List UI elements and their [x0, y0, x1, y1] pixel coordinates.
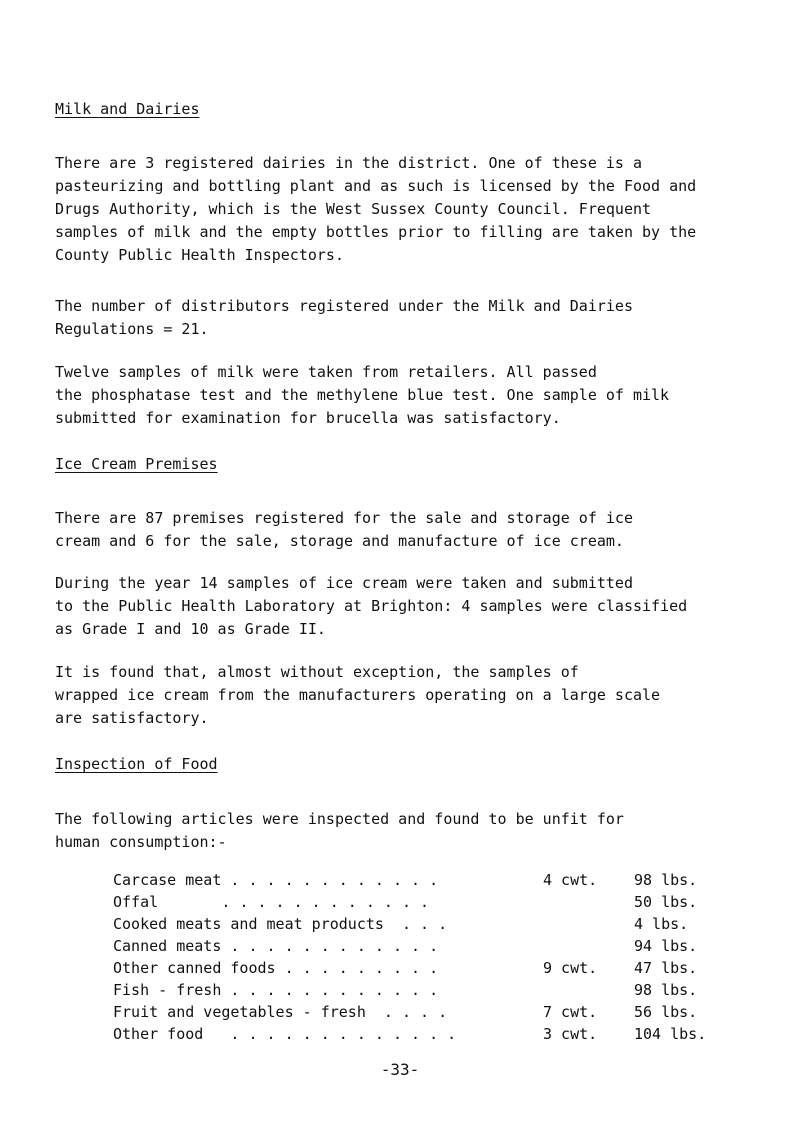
milk-paragraph-1: There are 3 registered dairies in the district. One of these is a pasteurizing and bottling plant and as such is licensed by the Food and Drugs Authority, which is the West Sussex County Council. Frequent samples of milk and the empty bottles prior to filling are taken by the County Public Health Inspectors.: [55, 154, 697, 264]
food-item: Other canned foods . . . . . . . . .: [113, 959, 439, 977]
table-row: [0, 892, 698, 912]
table-row: [0, 914, 689, 934]
milk-dairies-heading: Milk and Dairies: [55, 100, 200, 118]
food-lbs: 56 lbs.: [634, 1003, 698, 1021]
food-lbs: 4 lbs.: [634, 915, 689, 933]
food-cwt: 4 cwt.: [543, 871, 598, 889]
inspection-food-heading: Inspection of Food: [55, 755, 218, 773]
table-row: [0, 958, 698, 978]
milk-paragraph-2: The number of distributors registered under the Milk and Dairies Regulations = 21.: [55, 297, 633, 338]
page-number: -33-: [380, 1060, 420, 1079]
food-lbs: 50 lbs.: [634, 893, 698, 911]
food-item: Canned meats . . . . . . . . . . . .: [113, 937, 439, 955]
food-lbs: 98 lbs.: [634, 981, 698, 999]
food-lbs: 104 lbs.: [634, 1025, 707, 1043]
food-cwt: 7 cwt.: [543, 1003, 598, 1021]
food-item: Fruit and vegetables - fresh . . . .: [113, 1003, 448, 1021]
table-row: [0, 936, 698, 956]
inspection-paragraph-1: The following articles were inspected and found to be unfit for human consumption:-: [55, 810, 624, 851]
food-item: Fish - fresh . . . . . . . . . . . .: [113, 981, 439, 999]
milk-paragraph-3: Twelve samples of milk were taken from retailers. All passed the phosphatase test and the methylene blue test. One sample of milk submitted for examination for brucella was satisfactory.: [55, 363, 670, 427]
food-item: Cooked meats and meat products . . .: [113, 915, 448, 933]
food-lbs: 47 lbs.: [634, 959, 698, 977]
table-row: [0, 1002, 698, 1022]
table-row: [0, 980, 698, 1000]
food-item: Carcase meat . . . . . . . . . . . .: [113, 871, 439, 889]
table-row: [0, 1024, 707, 1044]
food-cwt: 3 cwt.: [543, 1025, 598, 1043]
food-cwt: 9 cwt.: [543, 959, 598, 977]
ice-cream-paragraph-1: There are 87 premises registered for the sale and storage of ice cream and 6 for the sale, storage and manufacture of ice cream.: [55, 509, 633, 550]
ice-cream-paragraph-2: During the year 14 samples of ice cream were taken and submitted to the Public Health Laboratory at Brighton: 4 samples were classified as Grade I and 10 as Grade II.: [55, 574, 688, 638]
food-lbs: 94 lbs.: [634, 937, 698, 955]
food-item: Other food . . . . . . . . . . . . .: [113, 1025, 457, 1043]
food-lbs: 98 lbs.: [634, 871, 698, 889]
table-row: [0, 870, 698, 890]
food-item: Offal . . . . . . . . . . . .: [113, 893, 430, 911]
ice-cream-heading: Ice Cream Premises: [55, 455, 218, 473]
ice-cream-paragraph-3: It is found that, almost without exception, the samples of wrapped ice cream from the manufacturers operating on a large scale are satisfactory.: [55, 663, 661, 727]
